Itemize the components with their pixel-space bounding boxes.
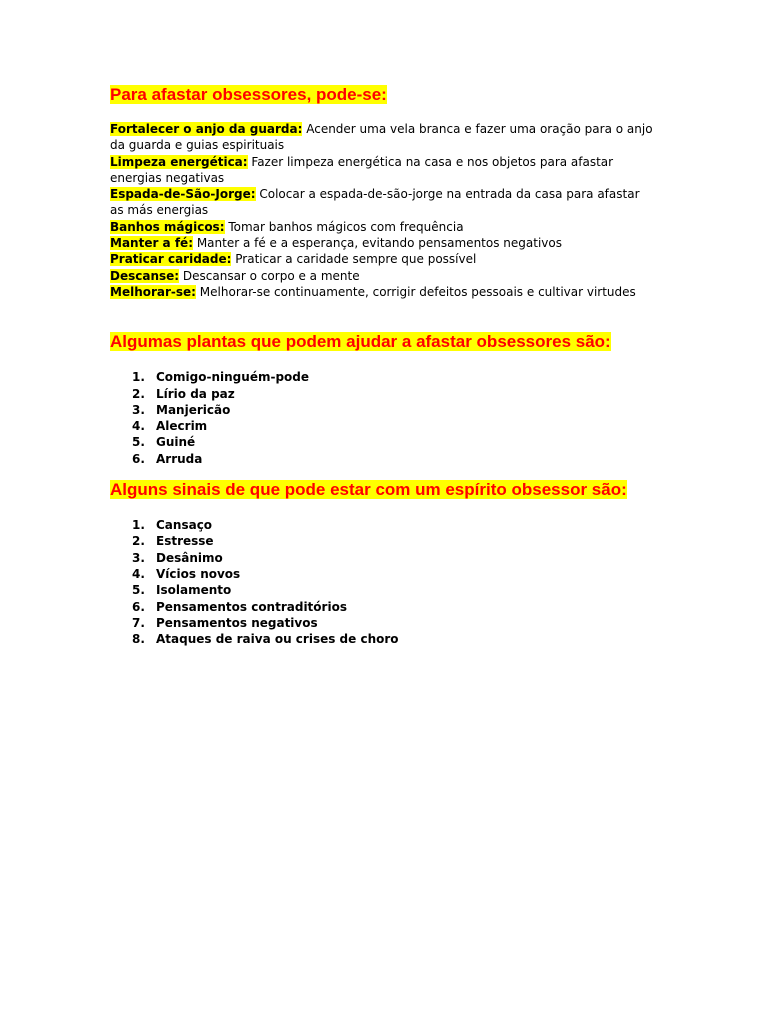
plant-item [110,369,655,385]
list-number: 1. [132,370,145,385]
list-number: 5. [132,435,145,450]
plants-list [110,369,655,467]
sign-item [110,566,655,582]
plant-label: Guiné [156,435,196,450]
list-number: 2. [132,534,145,549]
tips-list [110,121,655,300]
sign-label: Cansaço [156,518,213,533]
tip-term: Praticar caridade: [110,252,232,267]
list-number: 8. [132,632,145,647]
tip-item [110,154,655,187]
tip-item [110,121,655,154]
plant-item [110,402,655,418]
tip-text: Praticar a caridade sempre que possível [231,252,477,267]
sign-item [110,533,655,549]
tip-item [110,186,655,219]
tip-item [110,284,655,300]
plant-label: Arruda [156,451,203,466]
sign-label: Pensamentos contraditórios [156,599,347,614]
sign-item [110,631,655,647]
tip-term: Banhos mágicos: [110,219,225,234]
sign-item [110,517,655,533]
tip-text: Colocar a espada-de-são-jorge na entrada da casa para afastar as más energias [110,187,640,218]
sign-label: Isolamento [156,583,232,598]
tip-text: Manter a fé e a esperança, evitando pensamentos negativos [193,236,562,251]
list-number: 1. [132,518,145,533]
list-number: 6. [132,451,145,466]
section-heading-text: Alguns sinais de que pode estar com um espírito obsessor são: [110,480,627,500]
tip-term: Manter a fé: [110,236,193,251]
sign-item [110,599,655,615]
plant-label: Manjericão [156,402,231,417]
section-heading-afastar [110,84,655,106]
plant-item [110,386,655,402]
tip-text: Melhorar-se continuamente, corrigir defeitos pessoais e cultivar virtudes [195,284,636,299]
sign-item [110,582,655,598]
list-number: 7. [132,615,145,630]
plant-item [110,418,655,434]
tip-text: Fazer limpeza energética na casa e nos objetos para afastar energias negativas [110,154,614,185]
tip-item [110,235,655,251]
section-heading-text: Algumas plantas que podem ajudar a afastar obsessores são: [110,332,611,352]
tip-text: Tomar banhos mágicos com frequência [224,219,464,234]
plant-item [110,451,655,467]
section-heading-sinais [110,479,655,501]
signs-list [110,517,655,647]
tip-term: Fortalecer o anjo da guarda: [110,122,303,136]
plant-label: Alecrim [156,419,208,434]
tip-term: Descanse: [110,268,180,283]
tip-term: Espada-de-São-Jorge: [110,187,256,202]
plant-item [110,434,655,450]
sign-label: Estresse [156,534,214,549]
document-content [110,84,655,647]
section-heading-text: Para afastar obsessores, pode-se: [110,85,387,104]
tip-item [110,251,655,267]
sign-label: Pensamentos negativos [156,615,318,630]
sign-label: Desânimo [156,550,223,565]
plant-label: Lírio da paz [156,386,235,401]
sign-label: Ataques de raiva ou crises de choro [156,632,399,647]
plant-label: Comigo-ninguém-pode [156,370,309,385]
tip-term: Melhorar-se: [110,284,196,299]
tip-item [110,268,655,284]
tip-term: Limpeza energética: [110,154,248,169]
sign-item [110,550,655,566]
sign-item [110,615,655,631]
sign-label: Vícios novos [156,566,241,581]
list-number: 4. [132,566,145,581]
tip-text: Descansar o corpo e a mente [179,268,360,283]
list-number: 3. [132,402,145,417]
list-number: 2. [132,386,145,401]
tip-item [110,219,655,235]
tip-text: Acender uma vela branca e fazer uma oração para o anjo da guarda e guias espirituais [110,122,653,153]
list-number: 5. [132,583,145,598]
list-number: 3. [132,550,145,565]
list-number: 4. [132,419,145,434]
list-number: 6. [132,599,145,614]
section-heading-plantas [110,331,655,353]
